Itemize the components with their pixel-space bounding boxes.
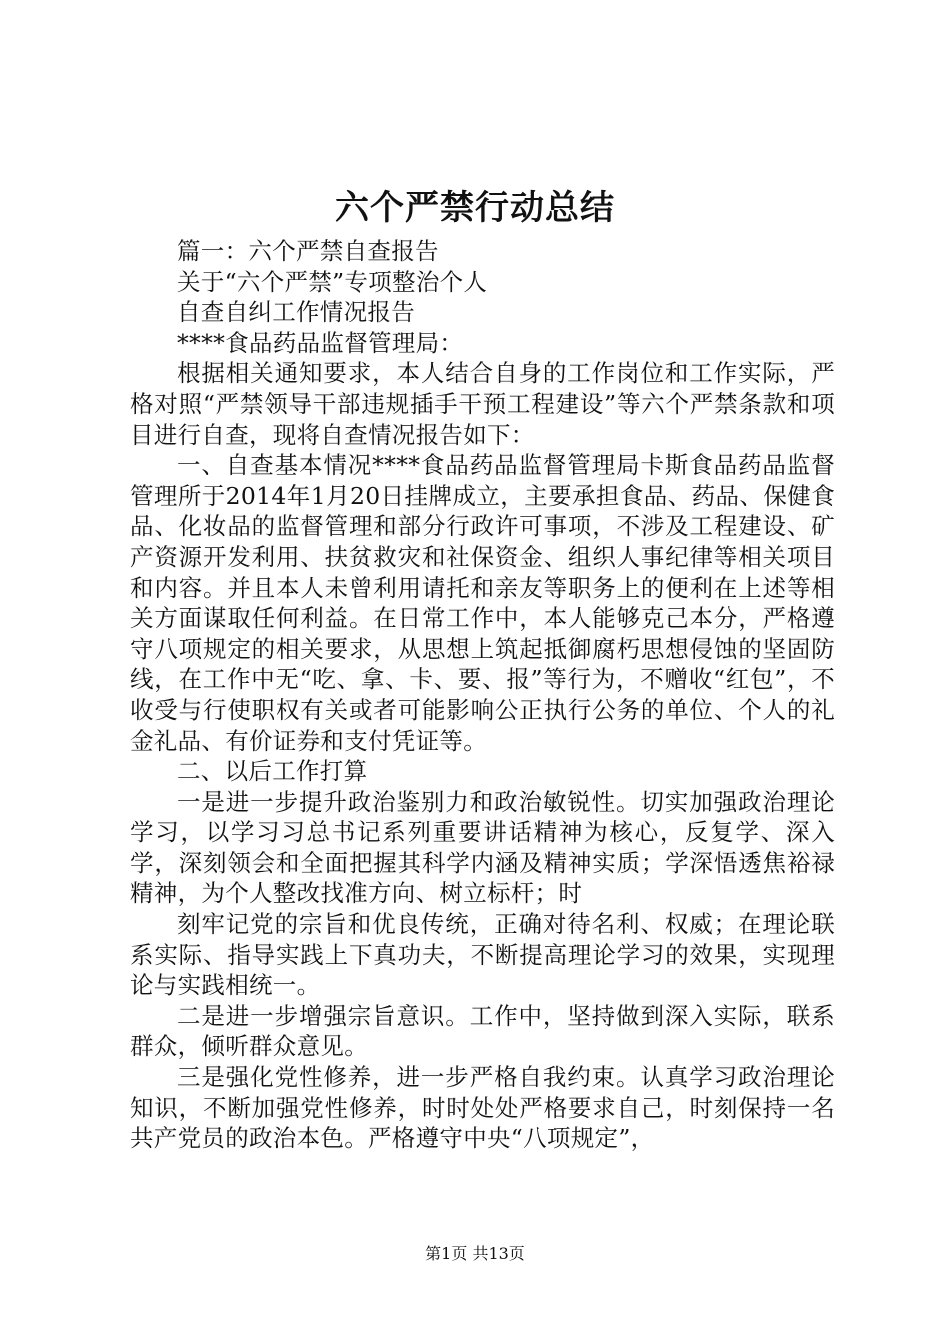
page-footer: 第1页 共13页 [425,1244,525,1263]
paragraph-intro: 根据相关通知要求，本人结合自身的工作岗位和工作实际，严格对照“严禁领导干部违规插手干预工程建设”等六个严禁条款和项目进行自查，现将自查情况报告如下： [130,359,835,449]
document-title: 六个严禁行动总结 [335,188,615,228]
paragraph-section-heading: 篇一：六个严禁自查报告 [177,237,439,265]
paragraph-plan-heading: 二、以后工作打算 [177,757,368,786]
paragraph-plan-one-cont: 刻牢记党的宗旨和优良传统，正确对待名利、权威；在理论联系实际、指导实践上下真功夫，不断提高理论学习的效果，实现理论与实践相统一。 [130,910,835,1000]
paragraph-addressee: ****食品药品监督管理局： [177,328,464,357]
paragraph-plan-one: 一是进一步提升政治鉴别力和政治敏锐性。切实加强政治理论学习，以学习习总书记系列重要讲话精神为核心，反复学、深入学，深刻领会和全面把握其科学内涵及精神实质；学深悟透焦裕禄精神，为个人整改找准方向、树立标杆；时 [130,787,835,908]
document-body [130,236,835,1154]
paragraph-plan-two: 二是进一步增强宗旨意识。工作中，坚持做到深入实际，联系群众，倾听群众意见。 [130,1001,835,1061]
paragraph-self-check: 一、自查基本情况****食品药品监督管理局卡斯食品药品监督管理所于2014年1月20日挂牌成立，主要承担食品、药品、保健食品、化妆品的监督管理和部分行政许可事项，不涉及工程建设、矿产资源开发利用、扶贫救灾和社保资金、组织人事纪律等相关项目和内容。并且本人未曾利用请托和亲友等职务上的便利在上述等相关方面谋取任何利益。在日常工作中，本人能够克己本分，严格遵守八项规定的相关要求，从思想上筑起抵御腐朽思想侵蚀的坚固防线，在工作中无“吃、拿、卡、要、报”等行为，不赠收“红包”，不收受与行使职权有关或者可能影响公正执行公务的单位、个人的礼金礼品、有价证券和支付凭证等。 [130,451,835,755]
paragraph-report-title-line1: 关于“六个严禁”专项整治个人 [177,267,488,296]
paragraph-report-title-line2: 自查自纠工作情况报告 [177,298,415,327]
paragraph-plan-three: 三是强化党性修养，进一步严格自我约束。认真学习政治理论知识，不断加强党性修养，时时处处严格要求自己，时刻保持一名共产党员的政治本色。严格遵守中央“八项规定”， [130,1063,835,1153]
